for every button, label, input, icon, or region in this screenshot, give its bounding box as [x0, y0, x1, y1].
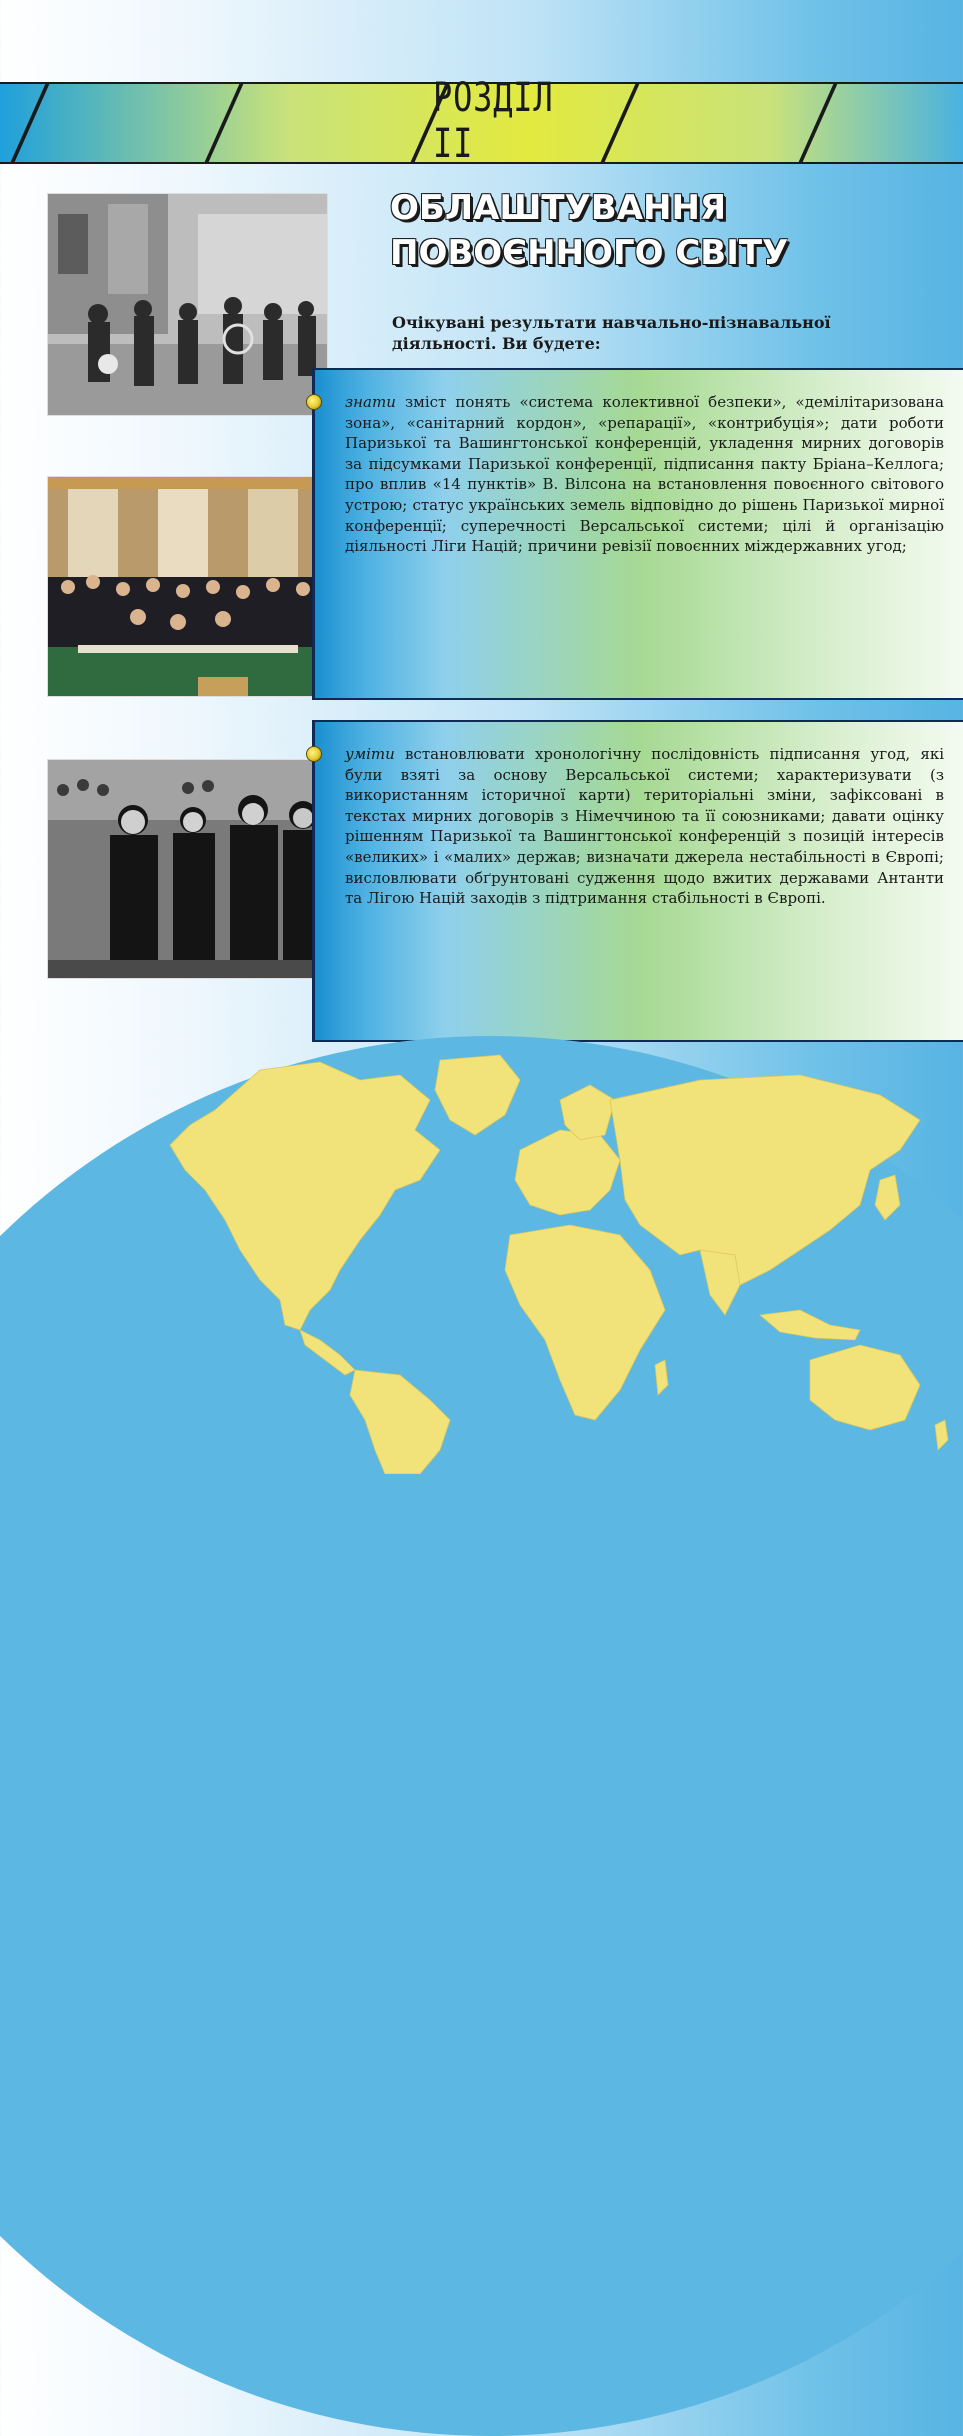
chapter-title-line2: ПОВОЄННОГО СВІТУ	[390, 233, 789, 273]
india-landmass	[700, 1250, 740, 1315]
know-box	[312, 368, 963, 700]
north-america-landmass	[170, 1062, 440, 1330]
section-label: РОЗДІЛ II	[433, 75, 554, 167]
new-zealand-landmass	[935, 1420, 948, 1450]
bullet-icon	[306, 746, 322, 762]
indonesia-landmass	[760, 1310, 860, 1340]
madagascar-landmass	[655, 1360, 668, 1395]
bullet-icon	[306, 394, 322, 410]
know-body: зміст понять «система колективної безпеки», «демілітаризована зона», «санітарний кордон», «репарації», «контрибуція»; дати роботи Паризької та Вашингтонської конференцій, укладення мирних договорів за підсумками Паризької конференції, підписання пакту Бріана–Келлога; про вплив «14 пунктів» В. Вілсона на встановлення повоєнного світового устрою; статус українських земель відповідно до рішень Паризької мирної конференції; суперечності Версальської системи; цілі й організацію діяльності Ліги Націй; причини ревізії повоєнних міждержавних угод;	[345, 393, 944, 556]
south-america-landmass	[350, 1370, 450, 1474]
asia-landmass	[610, 1075, 920, 1285]
greenland-landmass	[435, 1055, 520, 1135]
know-text	[345, 392, 944, 557]
banner-divider	[798, 82, 839, 164]
central-america-landmass	[300, 1330, 355, 1375]
expected-results-intro: Очікувані результати навчально-пізнавальної діяльності. Ви будете:	[392, 313, 831, 353]
able-box	[312, 720, 963, 1042]
photo-marching-band	[47, 193, 328, 416]
able-text	[345, 744, 944, 909]
australia-landmass	[810, 1345, 920, 1430]
japan-landmass	[875, 1175, 900, 1220]
banner-divider	[10, 82, 51, 164]
europe-landmass	[515, 1130, 620, 1215]
banner-divider	[600, 82, 641, 164]
africa-landmass	[505, 1225, 665, 1420]
chapter-title-line1: ОБЛАШТУВАННЯ	[390, 188, 727, 228]
photo-leaders-walking	[47, 759, 328, 979]
know-keyword: знати	[345, 393, 396, 411]
world-map	[0, 1040, 963, 1474]
banner-divider	[204, 82, 245, 164]
photo-signing-painting	[47, 476, 328, 697]
chapter-title	[390, 186, 910, 276]
able-body: встановлювати хронологічну послідовність підписання угод, які були взяті за основу Версальської системи; характеризувати (з використанням історичної карти) територіальні зміни, зафіксовані в текстах мирних договорів з Німеччиною та її союзниками; давати оцінку рішенням Паризької та Вашингтонської конференцій з позицій інтересів «великих» і «малих» держав; визначати джерела нестабільності в Європі; висловлювати обґрунтовані судження щодо вжитих державами Антанти та Лігою Націй заходів з підтримання стабільності в Європі.	[345, 745, 944, 908]
able-keyword: уміти	[345, 745, 395, 763]
